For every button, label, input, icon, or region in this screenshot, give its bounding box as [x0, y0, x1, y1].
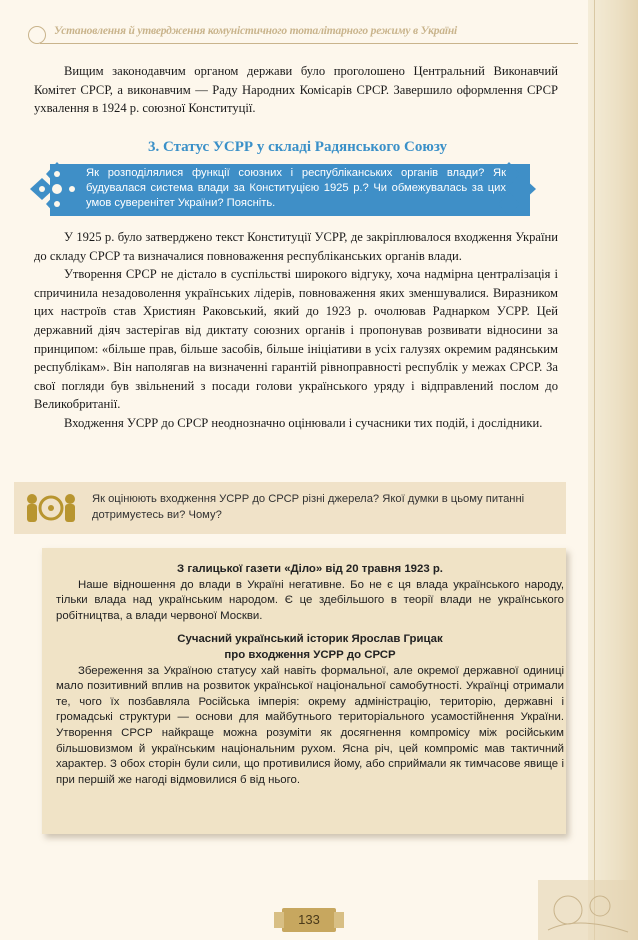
body-paragraph-1: У 1925 р. було затверджено текст Конституції УСРР, де закріплювалося входження України до складу СРСР та визначалися повноваження республіканських органів влади.: [34, 230, 558, 263]
page-edge-strip: [588, 0, 638, 940]
source2-title-line2: про входження УСРР до СРСР: [224, 648, 396, 661]
running-title: Установлення й утвердження комуністичного тоталітарного режиму в Україні: [54, 25, 458, 37]
section-title: 3. Статус УСРР у складі Радянського Союзу: [148, 139, 448, 155]
source1-title: З галицької газети «Діло» від 20 травня 1923 р.: [177, 563, 443, 575]
task-text: Як оцінюють входження УСРР до СРСР різні джерела? Якої думки в цьому питанні дотримуєтесь ви? Чому?: [92, 493, 525, 521]
header-ornament-icon: [28, 26, 46, 44]
running-header: [18, 22, 578, 48]
people-circle-icon: [22, 490, 80, 526]
intro-paragraph: [34, 62, 558, 118]
source2-title-line1: Сучасний український історик Ярослав Грицак: [177, 633, 443, 646]
questions-text: Як розподілялися функції союзних і республіканських органів влади? Як будувалася система влади за Конституцією 1925 р.? Чи обмежувалась за цих умов суверенітет України? Поясніть.: [86, 167, 506, 210]
body-paragraph-2: Утворення СРСР не дістало в суспільстві широкого відгуку, хоча надмірна централізація і спричинила незадоволення українських лідерів, повноваження яких зменшувалися. Виразником цих настроїв став Християн Раковський, який до 1923 р. очолював Раднарком УСРР. Цей державний діяч застерігав від диктату союзних органів і пропонував розвивати відносини за принципом: «більше прав, більше засобів, більше ініціативи в усіх галузях окремим радянським республікам». Він наполягав на визначенні гарантій рівноправності республік у межах СРСР. За свої погляди був звільнений з посади голови українського уряду і відправлений послом до Великобританії.: [34, 267, 558, 412]
sources-content: [56, 562, 564, 788]
body-text: [34, 228, 558, 433]
page-number: 133: [282, 908, 336, 932]
source2-text: Збереження за Україною статусу хай навіть формальної, але окремої державної одиниці мало позитивний вплив на розвиток української національної самобутності. Українці отримали те, чого їх позбавляла Російська імперія: окрему адміністрацію, територію, державні і громадські структури — основи для майбутнього територіального усамостійнення України. Утворення СРСР найкраще можна розуміти як досягнення компромісу між російським більшовизмом й українським національним рухом. Ясна річ, цей компроміс мав тактичний характер. З обох сторін були сили, що противилися йому, або сприймали як тимчасове явище і при першій же нагоді відмовилися б від нього.: [56, 664, 564, 786]
body-paragraph-3: Входження УСРР до СРСР неоднозначно оцінювали і сучасники тих подій, і дослідники.: [64, 415, 543, 430]
corner-ornament-icon: [538, 880, 638, 940]
task-band: [14, 482, 566, 534]
ornament-left-icon: [28, 160, 86, 218]
sources-paper: [42, 548, 566, 834]
sources-box: [34, 540, 574, 830]
intro-text: Вищим законодавчим органом держави було проголошено Центральний Виконавчий Комітет СРСР, а виконавчим — Раду Народних Комісарів СРСР. Завершило оформлення СРСР ухвалення в 1924 р. союзної Конституції.: [34, 64, 558, 116]
source1-text: Наше відношення до влади в Україні негативне. Бо не є ця влада українського народу, тільки влада над українським народом. Є це здебільшого в теорії влади не українського робітництва, а влади червоної Москви.: [56, 578, 564, 622]
questions-banner: [20, 160, 538, 218]
header-rule: [40, 43, 578, 44]
